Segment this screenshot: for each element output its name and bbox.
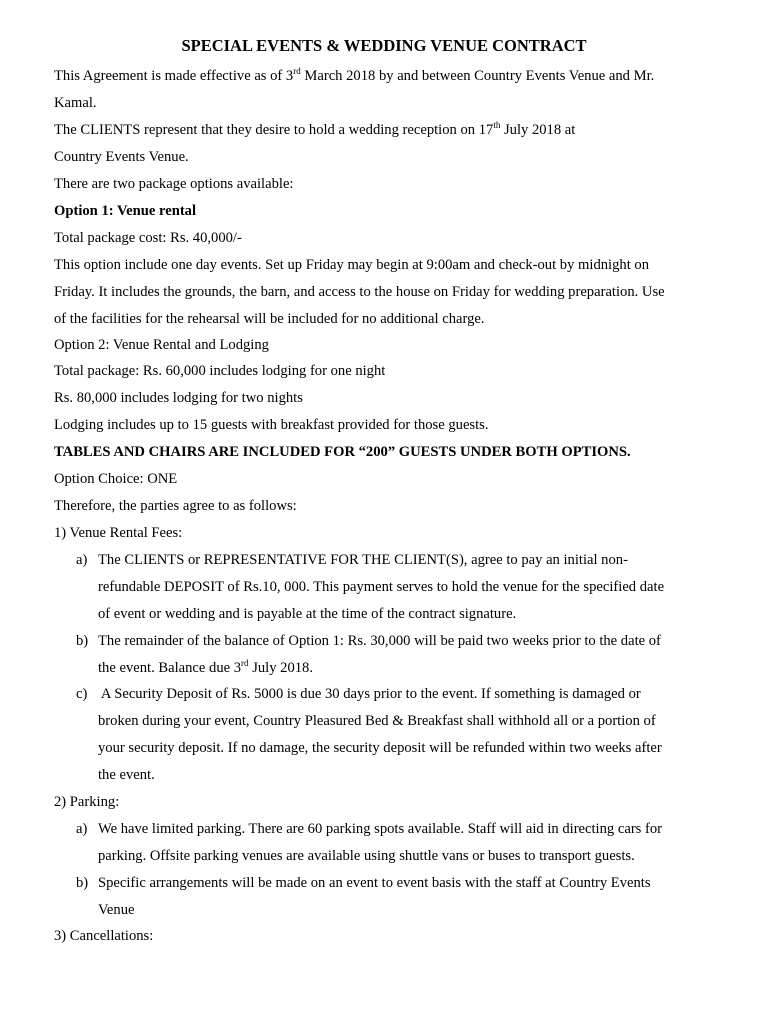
option2-one-night: Total package: Rs. 60,000 includes lodging for one night xyxy=(54,363,386,379)
section2-b-line-1: Specific arrangements will be made on an event to event basis with the staff at Country Events xyxy=(98,875,651,891)
option1-heading: Option 1: Venue rental xyxy=(54,203,197,219)
tables-notice: TABLES AND CHAIRS ARE INCLUDED FOR “200” GUESTS UNDER BOTH OPTIONS. xyxy=(54,444,631,460)
section1-a-line-2: refundable DEPOSIT of Rs.10, 000. This payment serves to hold the venue for the specified date xyxy=(98,579,665,595)
clients-text-post: July 2018 at xyxy=(500,122,576,138)
section2-a-line-2: parking. Offsite parking venues are available using shuttle vans or buses to transport guests. xyxy=(98,848,635,864)
option2-lodging: Lodging includes up to 15 guests with breakfast provided for those guests. xyxy=(54,417,489,433)
section1-c-line-3: your security deposit. If no damage, the security deposit will be refunded within two weeks after xyxy=(98,740,662,756)
section1-b-line-1: The remainder of the balance of Option 1: Rs. 30,000 will be paid two weeks prior to the date of xyxy=(98,633,661,649)
section2-b-line-2: Venue xyxy=(98,902,135,918)
section2-a-marker: a) xyxy=(76,821,88,837)
section1-c-line-1: A Security Deposit of Rs. 5000 is due 30 days prior to the event. If something is damaged or xyxy=(98,686,641,702)
agreement-line xyxy=(54,67,654,85)
section1-a-line-3: of event or wedding and is payable at the time of the contract signature. xyxy=(98,606,517,622)
section1-c-line-2: broken during your event, Country Pleasured Bed & Breakfast shall withhold all or a portion of xyxy=(98,713,656,729)
option2-two-nights: Rs. 80,000 includes lodging for two nights xyxy=(54,390,303,406)
section2-a-line-1: We have limited parking. There are 60 parking spots available. Staff will aid in directing cars for xyxy=(98,821,663,837)
clients-ordinal: th xyxy=(493,120,501,131)
agreement-ordinal: rd xyxy=(293,66,301,77)
option1-cost: Total package cost: Rs. 40,000/- xyxy=(54,230,242,246)
section1-b-line-2 xyxy=(98,659,313,677)
agreement-text-post: March 2018 by and between Country Events Venue and Mr. xyxy=(300,68,655,84)
agreement-line-2: Kamal. xyxy=(54,95,97,111)
section1-b-marker: b) xyxy=(76,633,89,649)
option2-heading: Option 2: Venue Rental and Lodging xyxy=(54,337,269,353)
agreement-text-pre: This Agreement is made effective as of 3 xyxy=(54,68,294,84)
section1-heading: 1) Venue Rental Fees: xyxy=(54,525,183,541)
option-choice: Option Choice: ONE xyxy=(54,471,178,487)
section1-b-line-2-post: July 2018. xyxy=(248,660,314,676)
option1-desc-line-1: This option include one day events. Set up Friday may begin at 9:00am and check-out by midnight on xyxy=(54,257,649,273)
option1-desc-line-3: of the facilities for the rehearsal will be included for no additional charge. xyxy=(54,311,485,327)
section2-heading: 2) Parking: xyxy=(54,794,120,810)
clients-line xyxy=(54,121,575,139)
option1-desc-line-2: Friday. It includes the grounds, the barn, and access to the house on Friday for wedding preparation. Use xyxy=(54,284,665,300)
clients-line-2: Country Events Venue. xyxy=(54,149,189,165)
agree-statement: Therefore, the parties agree to as follows: xyxy=(54,498,297,514)
section2-b-marker: b) xyxy=(76,875,89,891)
section1-a-line-1: The CLIENTS or REPRESENTATIVE FOR THE CLIENT(S), agree to pay an initial non- xyxy=(98,552,628,568)
section1-b-line-2-pre: the event. Balance due 3 xyxy=(98,660,242,676)
section1-c-marker: c) xyxy=(76,686,88,702)
section3-heading: 3) Cancellations: xyxy=(54,928,154,944)
packages-intro: There are two package options available: xyxy=(54,176,294,192)
section1-b-ordinal: rd xyxy=(241,658,249,669)
section1-a-marker: a) xyxy=(76,552,88,568)
clients-text-pre: The CLIENTS represent that they desire to hold a wedding reception on 17 xyxy=(54,122,494,138)
document-title: SPECIAL EVENTS & WEDDING VENUE CONTRACT xyxy=(181,36,587,55)
section1-c-line-4: the event. xyxy=(98,767,155,783)
